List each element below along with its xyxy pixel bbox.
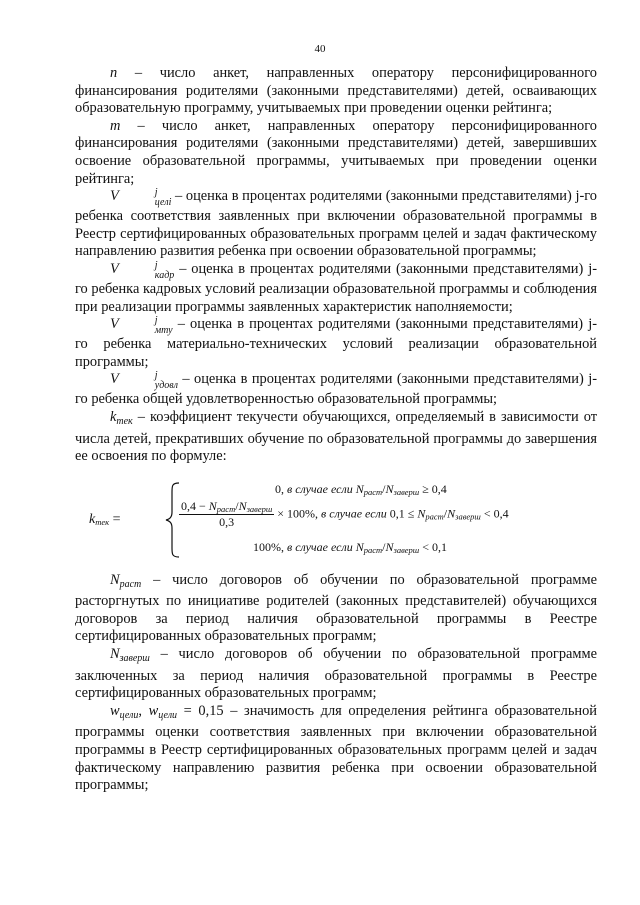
- paragraph-text: – оценка в процентах родителями (законными представителями) j-го ребенка соответствия заявленных при включении образовательной программы в Реестр сертифицированных образовательных программ целей и задач фактическому направлению развития ребенка при освоении образовательной программы;: [75, 188, 597, 260]
- formula-case-3: 100%, в случае если Nраст/Nзаверш < 0,1: [253, 539, 447, 555]
- subscript: кадр: [154, 269, 175, 281]
- variable-indices: [120, 188, 172, 208]
- variable-indices: [120, 316, 173, 336]
- variable-v: V: [110, 188, 119, 205]
- formula-case-2: $\frac{\text{0,4 − Nраст/Nзаверш}}{0,3}$ × 100%, в случае если 0,1 ≤ Nраст/Nзаверш < 0,4: [181, 498, 509, 529]
- variable-v: V: [110, 371, 119, 388]
- superscript-j: j: [154, 315, 158, 327]
- paragraph-v-mtu-definition: [75, 316, 597, 371]
- weight-value: = 0,15 –: [177, 702, 238, 719]
- subscript: удовл: [154, 380, 178, 392]
- superscript-j: j: [154, 259, 158, 271]
- variable-v: V: [110, 316, 119, 333]
- paragraph-n-definition: [75, 65, 597, 118]
- paragraph-text: – оценка в процентах родителями (законными представителями) j-го ребенка общей удовлетворенностью образовательной программы;: [75, 371, 597, 408]
- variable-w: w: [148, 702, 159, 719]
- paragraph-v-celi-definition: [75, 188, 597, 261]
- subscript: раст: [119, 578, 142, 590]
- paragraph-n-rast-definition: [75, 572, 597, 646]
- paragraph-text: – число анкет, направленных оператору персонифицированного финансирования родителями (законными представителями) детей, осваивающих образовательную программу, учитываемых при проведении оценки рейтинга;: [75, 65, 597, 117]
- formula-lhs: kтек =: [89, 511, 121, 527]
- paragraph-k-tek-definition: [75, 409, 597, 466]
- paragraph-text: – число договоров об обучении по образовательной программе расторгнутых по инициативе родителей (законных представителей) обучающихся договоров за период наличия образовательной программы в Реестре сертифицированных образовательных программ;: [75, 571, 597, 645]
- variable-n-zaversh: N: [110, 646, 120, 663]
- variable-indices: [120, 261, 175, 281]
- variable-n-rast: N: [110, 571, 120, 588]
- piecewise-formula: [75, 482, 597, 558]
- variable-w: w: [110, 702, 120, 719]
- variable-m: m: [110, 117, 121, 134]
- fraction: $\frac{\text{0,4 − Nраст/Nзаверш}}{0,3}$: [181, 498, 273, 529]
- subscript: цели: [119, 709, 139, 721]
- paragraph-v-udovl-definition: [75, 371, 597, 409]
- variable-indices: [120, 371, 178, 391]
- subscript: мту: [154, 325, 173, 337]
- paragraph-text: – оценка в процентах родителями (законными представителями) j-го ребенка материально-технических условий реализации образовательной программы;: [75, 316, 597, 370]
- subscript: тек: [116, 415, 133, 427]
- paragraph-m-definition: [75, 118, 597, 188]
- variable-v: V: [110, 260, 119, 277]
- variable-k: k: [110, 408, 117, 425]
- subscript: цели: [158, 709, 178, 721]
- variable-n: n: [110, 65, 118, 81]
- paragraph-v-kadr-definition: [75, 261, 597, 316]
- superscript-j: j: [154, 187, 158, 199]
- paragraph-text: значимость для определения рейтинга образовательной программы оценки соответствия заявленных при включении образовательной программы в Реестр сертифицированных образовательных программ целей и задач фактическому направлению развития ребенка при освоении образовательной программы;: [75, 702, 598, 794]
- page-number: 40: [314, 43, 326, 55]
- paragraph-text: – оценка в процентах родителями (законными представителями) j-го ребенка кадровых условий реализации образовательной программы и соблюдения при реализации программы заявленных характеристик наполняемости;: [75, 260, 597, 315]
- paragraph-w-celi-definition: $w_{цели}$, $w_{цели} = 0,15$ – значимость для определения рейтинга образовательной программы оценки соответствия заявленных при включении образовательной программы в Реестр сертифицированных образовательных программ целей и задач фактическому направлению развития ребенка при освоении образовательной программы;: [75, 702, 598, 794]
- subscript: заверш: [119, 653, 150, 665]
- paragraph-text: – коэффициент текучести обучающихся, определяемый в зависимости от числа детей, прекративших обучение по образовательной программы до завершения ее освоения по формуле:: [75, 408, 597, 465]
- page-content: [75, 65, 597, 795]
- formula-case-1: 0, в случае если Nраст/Nзаверш ≥ 0,4: [275, 481, 447, 497]
- paragraph-n-zaversh-definition: [75, 646, 597, 703]
- subscript: целi: [154, 197, 172, 209]
- superscript-j: j: [154, 370, 158, 382]
- paragraph-text: – число договоров об обучении по образовательной программе заключенных за период наличия образовательной программы в Реестре сертифицированных образовательных программ;: [75, 646, 597, 702]
- paragraph-text: – число анкет, направленных оператору персонифицированного финансирования родителями (законными представителями) детей, завершивших освоение образовательной программы, учитываемых при проведении оценки рейтинга;: [75, 117, 597, 187]
